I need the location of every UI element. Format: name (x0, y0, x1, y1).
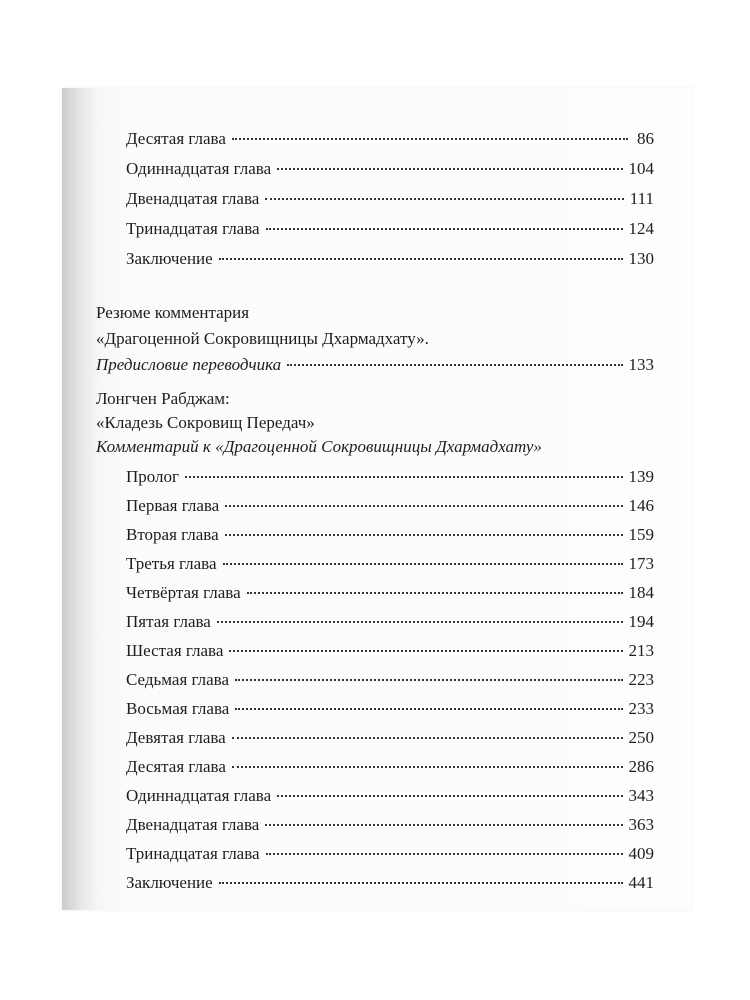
toc-entry-page: 233 (628, 699, 654, 718)
toc-entry (126, 128, 654, 150)
dot-leader (219, 258, 623, 260)
toc-entry-page: 363 (628, 815, 654, 834)
dot-leader (225, 534, 623, 536)
toc-entry (126, 756, 654, 778)
toc-entry (126, 553, 654, 575)
section-subheading: Комментарий к «Драгоценной Сокровищницы Дхармадхату» (96, 437, 542, 456)
toc-entry-title: Двенадцатая глава (126, 189, 260, 208)
dot-leader (232, 766, 623, 768)
dot-leader (265, 824, 622, 826)
toc-entry (126, 611, 654, 633)
toc-entry-page: 104 (628, 159, 654, 178)
dot-leader (287, 364, 622, 366)
toc-entry-page: 111 (629, 189, 654, 208)
toc-entry (96, 354, 654, 376)
toc-entry-page: 250 (628, 728, 654, 747)
toc-entry (126, 582, 654, 604)
dot-leader (223, 563, 623, 565)
toc-entry (126, 727, 654, 749)
toc-entry-title: Первая глава (126, 496, 220, 515)
dot-leader (235, 679, 622, 681)
dot-leader (232, 138, 628, 140)
toc-entry-title: Вторая глава (126, 525, 219, 544)
dot-leader (232, 737, 623, 739)
toc-entry-page: 343 (628, 786, 654, 805)
dot-leader (185, 476, 622, 478)
toc-entry-title: Пятая глава (126, 612, 211, 631)
dot-leader (217, 621, 623, 623)
toc-entry-title: Десятая глава (126, 757, 226, 776)
toc-entry-title: Девятая глава (126, 728, 226, 747)
toc-entry-title: Четвёртая глава (126, 583, 241, 602)
toc-entry-page: 130 (628, 249, 654, 268)
toc-entry-page: 223 (628, 670, 654, 689)
section-heading: Лонгчен Рабджам: (96, 389, 230, 408)
toc-entry-title: Третья глава (126, 554, 217, 573)
toc-entry-page: 124 (628, 219, 654, 238)
dot-leader (219, 882, 623, 884)
toc-entry (126, 218, 654, 240)
toc-entry-title: Шестая глава (126, 641, 224, 660)
toc-entry-page: 409 (628, 844, 654, 863)
dot-leader (229, 650, 622, 652)
toc-entry-title: Заключение (126, 873, 213, 892)
section-heading: «Кладезь Сокровищ Передач» (96, 413, 315, 432)
dot-leader (265, 198, 623, 200)
toc-entry-title: Десятая глава (126, 129, 226, 148)
toc-entry-title: Пролог (126, 467, 180, 486)
toc-entry (126, 669, 654, 691)
toc-entry-page: 213 (628, 641, 654, 660)
toc-entry-page: 159 (628, 525, 654, 544)
dot-leader (235, 708, 622, 710)
section-heading: Резюме комментария (96, 303, 250, 322)
toc-entry-page: 86 (637, 129, 654, 148)
toc-entry (126, 466, 654, 488)
toc-entry-page: 173 (628, 554, 654, 573)
toc-entry-title: Двенадцатая глава (126, 815, 260, 834)
dot-leader (266, 228, 623, 230)
toc-entry-page: 286 (628, 757, 654, 776)
toc-entry (126, 698, 654, 720)
toc-entry-title: Седьмая глава (126, 670, 230, 689)
dot-leader (266, 853, 623, 855)
toc-entry (126, 785, 654, 807)
toc-entry (126, 495, 654, 517)
toc-entry-page: 441 (628, 873, 654, 892)
toc-entry-title: Тринадцатая глава (126, 219, 260, 238)
toc-entry-page: 146 (628, 496, 654, 515)
toc-entry-page: 133 (628, 355, 654, 374)
toc-entry (126, 188, 654, 210)
toc-entry (126, 524, 654, 546)
toc-entry (126, 872, 654, 894)
toc-entry (126, 814, 654, 836)
dot-leader (225, 505, 622, 507)
toc-entry (126, 640, 654, 662)
toc-entry-title: Восьмая глава (126, 699, 230, 718)
toc-entry-title: Одиннадцатая глава (126, 159, 272, 178)
dot-leader (277, 795, 622, 797)
toc-entry (126, 158, 654, 180)
dot-leader (277, 168, 622, 170)
toc-entry (126, 248, 654, 270)
toc-entry (126, 843, 654, 865)
toc-entry-title: Предисловие переводчика (96, 355, 282, 374)
toc-entry-title: Одиннадцатая глава (126, 786, 272, 805)
section-heading: «Драгоценной Сокровищницы Дхармадхату». (96, 329, 429, 348)
toc-entry-title: Тринадцатая глава (126, 844, 260, 863)
toc-entry-page: 139 (628, 467, 654, 486)
toc-entry-page: 194 (628, 612, 654, 631)
toc-entry-title: Заключение (126, 249, 213, 268)
toc-entry-page: 184 (628, 583, 654, 602)
dot-leader (247, 592, 623, 594)
